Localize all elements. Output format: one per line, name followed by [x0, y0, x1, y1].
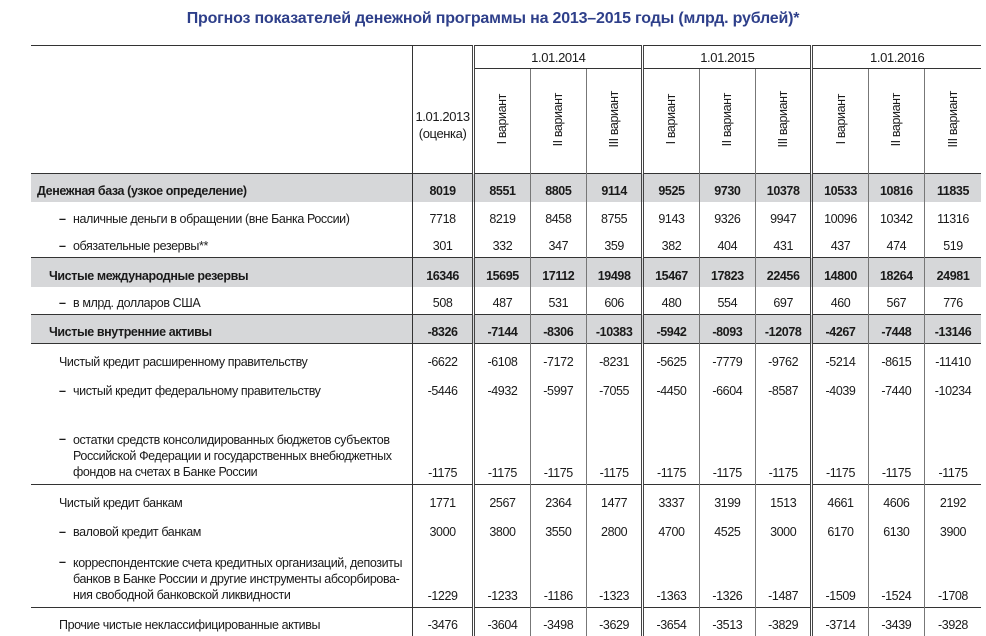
value-cell: -8231: [586, 344, 642, 373]
value-cell: -4267: [812, 315, 868, 344]
row-label: [31, 174, 412, 202]
row-label-text: в млрд. долларов США: [73, 296, 201, 310]
value-cell: 11835: [925, 174, 981, 202]
value-cell: -7779: [699, 344, 755, 373]
value-cell: 16346: [412, 258, 473, 287]
value-cell: -7172: [530, 344, 586, 373]
row-label-line: банков в Банке России и другие инструменты абсорбирова-: [73, 572, 400, 586]
value-cell: -1175: [412, 402, 473, 485]
variant-header: II вариант: [868, 69, 924, 174]
value-cell: -3654: [643, 608, 699, 636]
row-label: [31, 608, 412, 636]
row-net-international-reserves: [31, 258, 981, 287]
value-cell: 567: [868, 287, 924, 315]
value-cell: -5214: [812, 344, 868, 373]
dash-marker: [59, 239, 73, 253]
value-cell: 14800: [812, 258, 868, 287]
value-cell: -1175: [756, 402, 812, 485]
row-reserves-usd: [31, 287, 981, 315]
value-cell: 487: [474, 287, 530, 315]
value-cell: -1175: [474, 402, 530, 485]
row-label-text: Чистый кредит расширенному правительству: [59, 354, 308, 369]
value-cell: 554: [699, 287, 755, 315]
variant-header: III вариант: [586, 69, 642, 174]
label-header: [31, 46, 412, 174]
row-net-credit-banks: [31, 485, 981, 514]
base-column-label: 1.01.2013 (оценка): [415, 108, 470, 141]
value-cell: -1524: [868, 543, 924, 608]
value-cell: 1477: [586, 485, 642, 514]
dash-marker: [59, 296, 73, 310]
value-cell: -3513: [699, 608, 755, 636]
value-cell: 9730: [699, 174, 755, 202]
row-label: [31, 230, 412, 258]
value-cell: -9762: [756, 344, 812, 373]
value-cell: -1229: [412, 543, 473, 608]
value-cell: -4450: [643, 373, 699, 402]
value-cell: -7144: [474, 315, 530, 344]
value-cell: 508: [412, 287, 473, 315]
value-cell: 24981: [925, 258, 981, 287]
value-cell: -7055: [586, 373, 642, 402]
value-cell: -3629: [586, 608, 642, 636]
value-cell: -1175: [925, 402, 981, 485]
value-cell: 382: [643, 230, 699, 258]
row-label-text: Чистые международные резервы: [49, 268, 249, 283]
value-cell: -12078: [756, 315, 812, 344]
value-cell: -6604: [699, 373, 755, 402]
row-label-text: Чистые внутренние активы: [49, 325, 212, 339]
row-label-line: корреспондентские счета кредитных организаций, депозиты: [73, 556, 403, 570]
row-label-text: обязательные резервы**: [73, 239, 208, 253]
value-cell: -6108: [474, 344, 530, 373]
value-cell: -8306: [530, 315, 586, 344]
row-label-text: чистый кредит федеральному правительству: [73, 383, 321, 398]
row-label-text: наличные деньги в обращении (вне Банка России): [73, 211, 350, 226]
dash-marker: [59, 525, 73, 539]
value-cell: 22456: [756, 258, 812, 287]
value-cell: 697: [756, 287, 812, 315]
value-cell: 4606: [868, 485, 924, 514]
row-label-text: Чистый кредит банкам: [59, 495, 183, 510]
value-cell: 9947: [756, 202, 812, 230]
row-other-assets: [31, 608, 981, 636]
value-cell: -11410: [925, 344, 981, 373]
value-cell: 4700: [643, 514, 699, 543]
row-label-line: фондов на счетах в Банке России: [73, 465, 258, 479]
value-cell: -5997: [530, 373, 586, 402]
value-cell: -5446: [412, 373, 473, 402]
dash-marker: [59, 212, 73, 226]
value-cell: -4932: [474, 373, 530, 402]
value-cell: 332: [474, 230, 530, 258]
value-cell: 2567: [474, 485, 530, 514]
value-cell: 1513: [756, 485, 812, 514]
value-cell: 8458: [530, 202, 586, 230]
value-cell: 8019: [412, 174, 473, 202]
value-cell: -7448: [868, 315, 924, 344]
value-cell: 9114: [586, 174, 642, 202]
value-cell: -1487: [756, 543, 812, 608]
row-label: [31, 402, 412, 485]
value-cell: -1175: [812, 402, 868, 485]
value-cell: 359: [586, 230, 642, 258]
value-cell: -8587: [756, 373, 812, 402]
value-cell: 9525: [643, 174, 699, 202]
row-regional-balances: [31, 402, 981, 485]
row-correspondent-accounts: [31, 543, 981, 608]
value-cell: 474: [868, 230, 924, 258]
value-cell: 1771: [412, 485, 473, 514]
value-cell: -10234: [925, 373, 981, 402]
variant-header: III вариант: [925, 69, 981, 174]
value-cell: 8551: [474, 174, 530, 202]
value-cell: -4039: [812, 373, 868, 402]
value-cell: -3829: [756, 608, 812, 636]
variant-header: II вариант: [530, 69, 586, 174]
row-gross-credit-banks: [31, 514, 981, 543]
value-cell: 10096: [812, 202, 868, 230]
value-cell: 15695: [474, 258, 530, 287]
value-cell: 9326: [699, 202, 755, 230]
value-cell: 10533: [812, 174, 868, 202]
value-cell: -1175: [586, 402, 642, 485]
value-cell: 3000: [756, 514, 812, 543]
value-cell: 301: [412, 230, 473, 258]
value-cell: -1708: [925, 543, 981, 608]
value-cell: 3900: [925, 514, 981, 543]
row-cash-in-circulation: [31, 202, 981, 230]
value-cell: -3714: [812, 608, 868, 636]
value-cell: 519: [925, 230, 981, 258]
row-label-text: валовой кредит банкам: [73, 524, 201, 539]
value-cell: 2364: [530, 485, 586, 514]
value-cell: 8805: [530, 174, 586, 202]
row-monetary-base: [31, 174, 981, 202]
row-label: [31, 373, 412, 402]
row-label-text: Денежная база (узкое определение): [37, 183, 247, 198]
value-cell: 437: [812, 230, 868, 258]
value-cell: -5942: [643, 315, 699, 344]
value-cell: 10342: [868, 202, 924, 230]
row-label: [31, 315, 412, 344]
row-label: [31, 258, 412, 287]
value-cell: 480: [643, 287, 699, 315]
year-header-2016: 1.01.2016: [812, 46, 981, 69]
value-cell: 17823: [699, 258, 755, 287]
row-label: [31, 344, 412, 373]
base-column-header: [412, 46, 473, 174]
value-cell: -1175: [699, 402, 755, 485]
value-cell: -1363: [643, 543, 699, 608]
value-cell: -1175: [868, 402, 924, 485]
value-cell: 3800: [474, 514, 530, 543]
value-cell: -1186: [530, 543, 586, 608]
value-cell: -3604: [474, 608, 530, 636]
value-cell: -3476: [412, 608, 473, 636]
value-cell: -1323: [586, 543, 642, 608]
value-cell: -7440: [868, 373, 924, 402]
value-cell: -3439: [868, 608, 924, 636]
value-cell: -8326: [412, 315, 473, 344]
value-cell: 531: [530, 287, 586, 315]
value-cell: 431: [756, 230, 812, 258]
value-cell: -1509: [812, 543, 868, 608]
row-label-line: остатки средств консолидированных бюджетов субъектов: [73, 433, 390, 447]
variant-header: I вариант: [812, 69, 868, 174]
value-cell: 10378: [756, 174, 812, 202]
value-cell: 11316: [925, 202, 981, 230]
dash-marker: [59, 555, 73, 569]
variant-header: II вариант: [699, 69, 755, 174]
row-net-credit-government: [31, 344, 981, 373]
year-header-2014: 1.01.2014: [474, 46, 643, 69]
value-cell: 606: [586, 287, 642, 315]
value-cell: -6622: [412, 344, 473, 373]
dash-marker: [59, 432, 73, 446]
row-label: [31, 287, 412, 315]
value-cell: 2800: [586, 514, 642, 543]
value-cell: 3000: [412, 514, 473, 543]
value-cell: 3199: [699, 485, 755, 514]
value-cell: 3337: [643, 485, 699, 514]
value-cell: -10383: [586, 315, 642, 344]
value-cell: 4525: [699, 514, 755, 543]
value-cell: 9143: [643, 202, 699, 230]
value-cell: -1175: [530, 402, 586, 485]
money-program-table: [31, 45, 981, 636]
variant-header: I вариант: [474, 69, 530, 174]
row-label: [31, 543, 412, 608]
value-cell: -8093: [699, 315, 755, 344]
value-cell: -8615: [868, 344, 924, 373]
value-cell: 347: [530, 230, 586, 258]
value-cell: 18264: [868, 258, 924, 287]
value-cell: 7718: [412, 202, 473, 230]
value-cell: 8219: [474, 202, 530, 230]
row-label: [31, 514, 412, 543]
value-cell: 2192: [925, 485, 981, 514]
value-cell: 17112: [530, 258, 586, 287]
value-cell: 6170: [812, 514, 868, 543]
value-cell: 776: [925, 287, 981, 315]
row-net-credit-federal: [31, 373, 981, 402]
value-cell: 6130: [868, 514, 924, 543]
value-cell: -5625: [643, 344, 699, 373]
year-header-2015: 1.01.2015: [643, 46, 812, 69]
value-cell: -3498: [530, 608, 586, 636]
value-cell: 404: [699, 230, 755, 258]
value-cell: -1233: [474, 543, 530, 608]
dash-marker: [59, 384, 73, 398]
value-cell: 19498: [586, 258, 642, 287]
value-cell: 10816: [868, 174, 924, 202]
value-cell: 4661: [812, 485, 868, 514]
row-label-line: ния свободной банковской ликвидности: [73, 588, 291, 602]
variant-header: III вариант: [756, 69, 812, 174]
value-cell: -3928: [925, 608, 981, 636]
row-required-reserves: [31, 230, 981, 258]
row-label: [31, 202, 412, 230]
row-label-text: Прочие чистые неклассифицированные активы: [59, 617, 321, 632]
value-cell: -13146: [925, 315, 981, 344]
value-cell: 3550: [530, 514, 586, 543]
value-cell: -1326: [699, 543, 755, 608]
value-cell: 460: [812, 287, 868, 315]
variant-header: I вариант: [643, 69, 699, 174]
value-cell: -1175: [643, 402, 699, 485]
row-net-domestic-assets: [31, 315, 981, 344]
row-label: [31, 485, 412, 514]
row-label-line: Российской Федерации и государственных внебюджетных: [73, 449, 392, 463]
value-cell: 8755: [586, 202, 642, 230]
table-title: Прогноз показателей денежной программы на 2013–2015 годы (млрд. рублей)*: [186, 10, 800, 27]
value-cell: 15467: [643, 258, 699, 287]
